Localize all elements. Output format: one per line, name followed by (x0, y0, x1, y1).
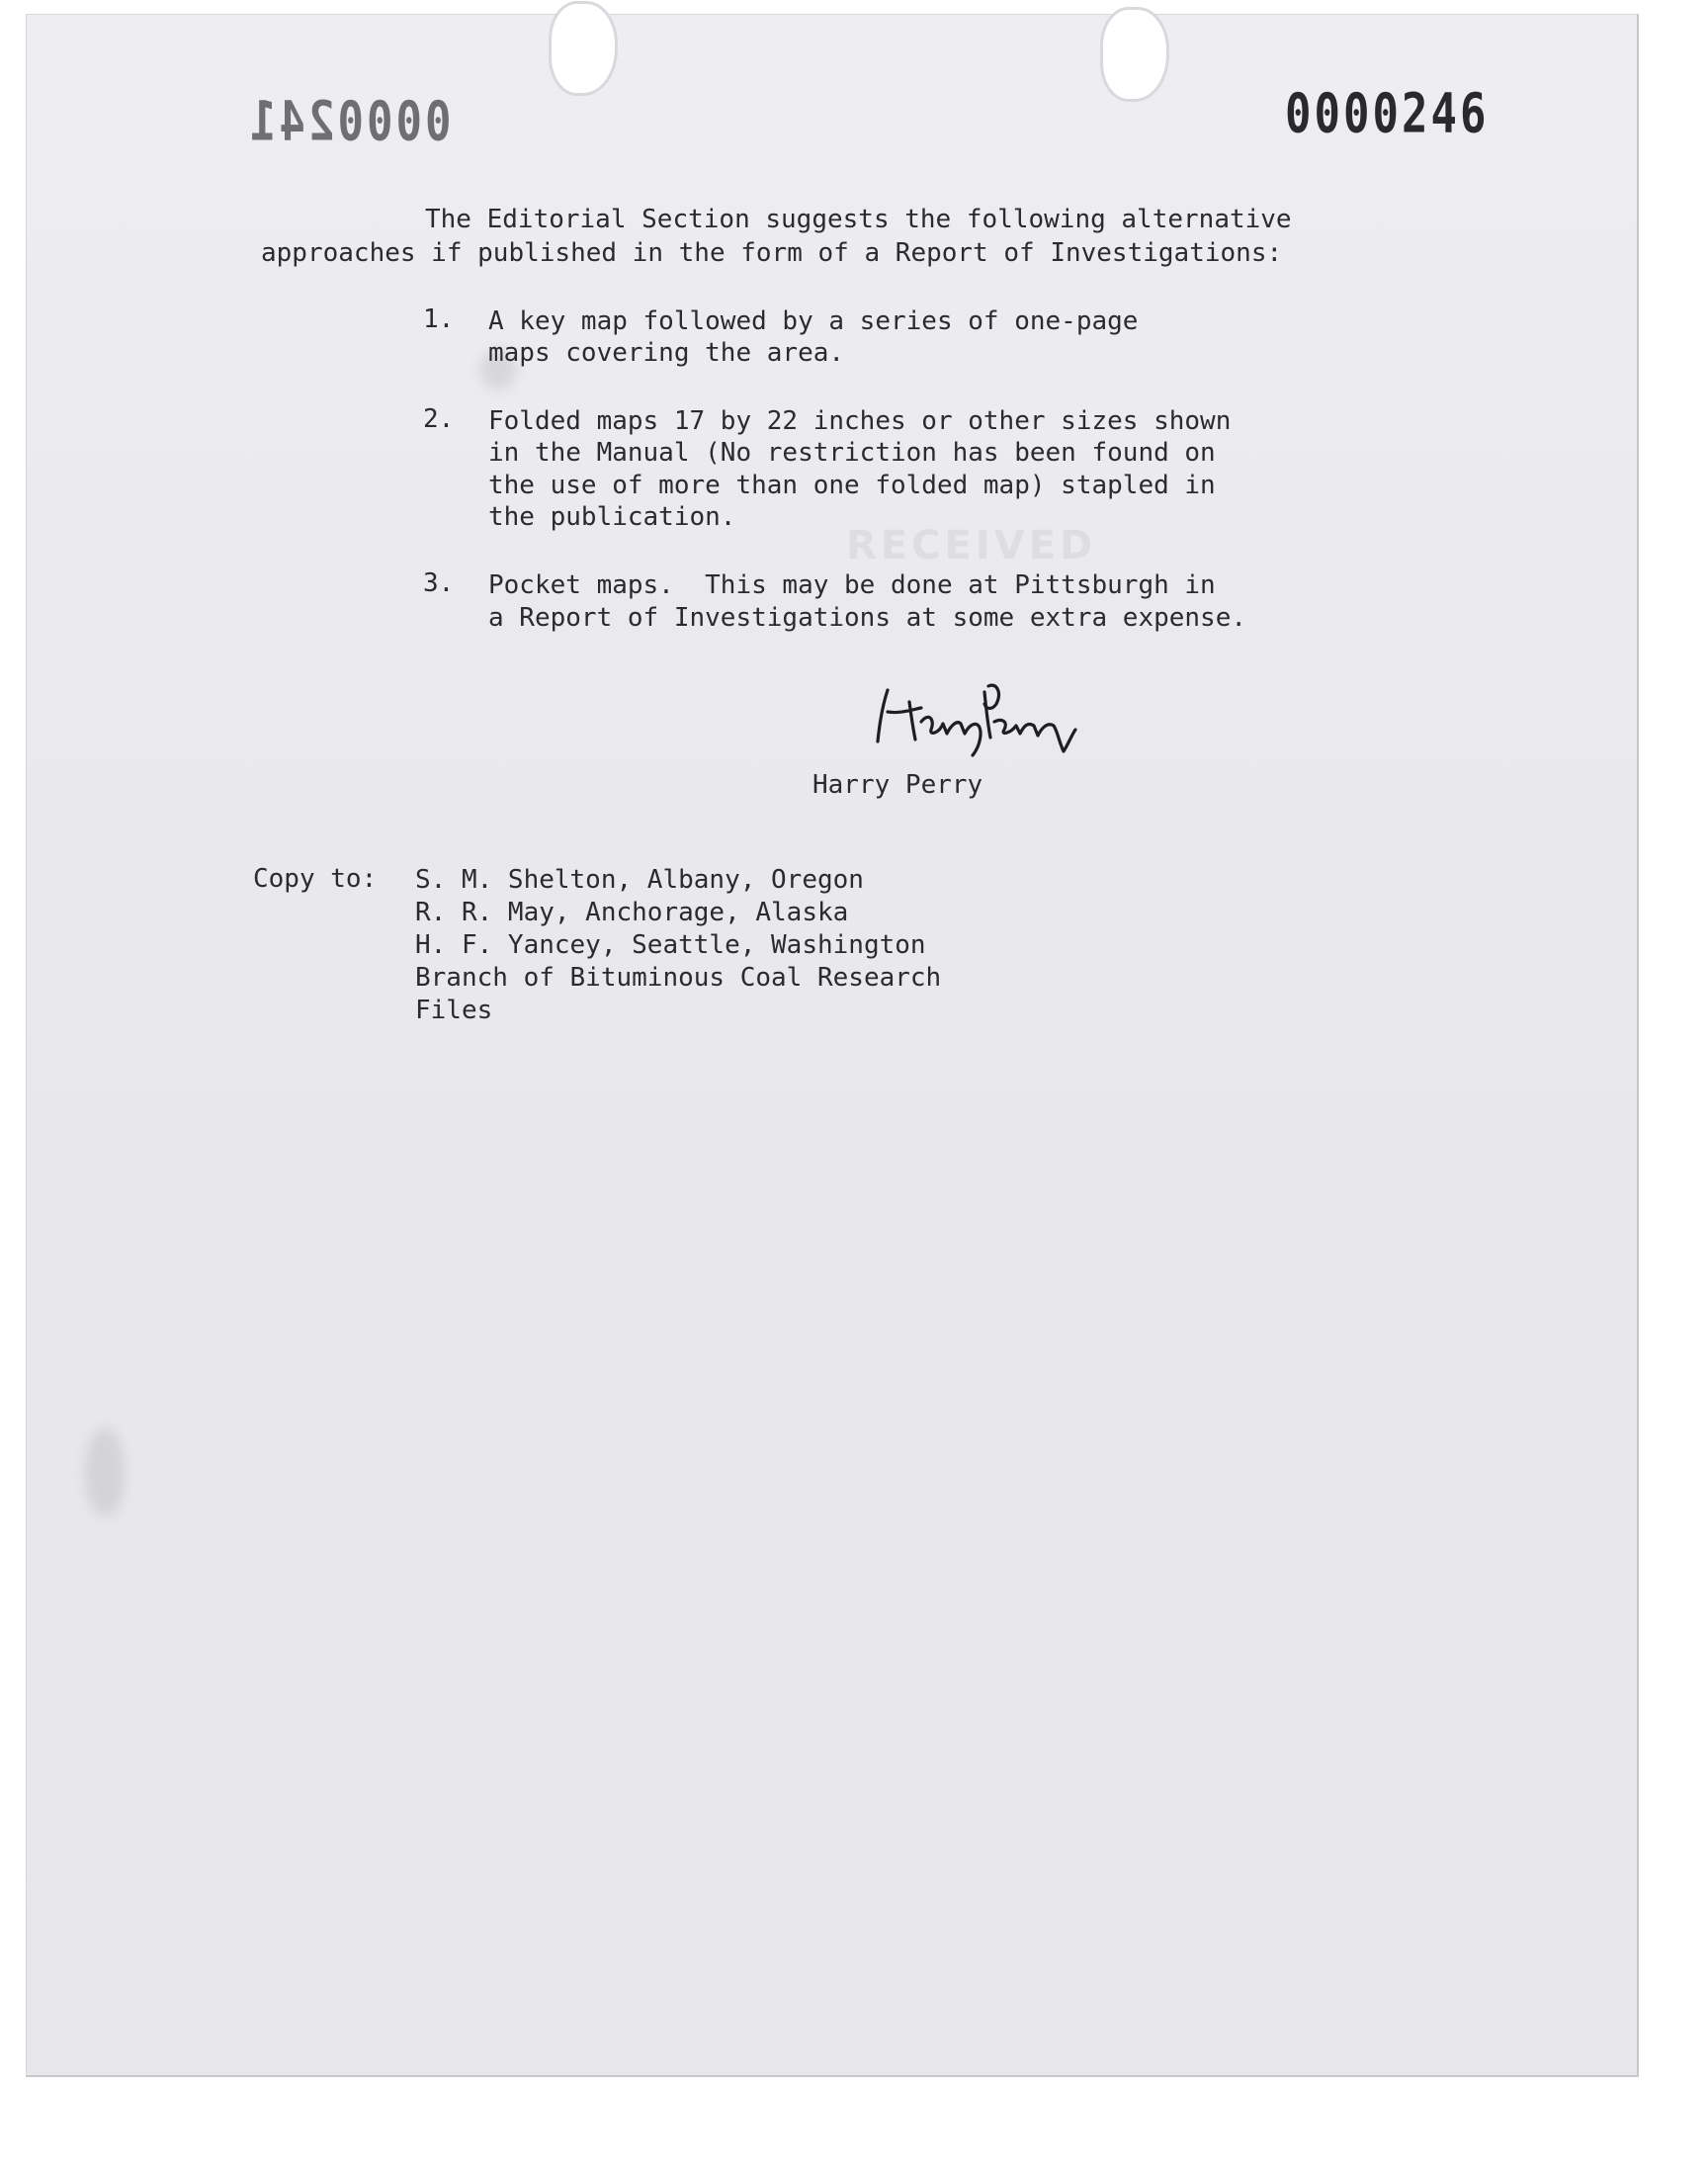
list-item-line: Folded maps 17 by 22 inches or other sizes shown (488, 406, 1232, 436)
copy-to-label: Copy to: (253, 864, 378, 894)
list-item-number: 1. (423, 304, 455, 334)
list-item-line: the publication. (488, 502, 736, 532)
list-item-line: A key map followed by a series of one-page (488, 306, 1139, 336)
copy-recipient: Files (415, 996, 493, 1025)
page-number: 0000246 (1285, 82, 1490, 146)
smudge-mark (85, 1428, 125, 1517)
copy-recipient: H. F. Yancey, Seattle, Washington (415, 930, 926, 960)
copy-recipient: Branch of Bituminous Coal Research (415, 963, 942, 993)
mirrored-page-number: 0000241 (247, 90, 452, 154)
intro-line-1: The Editorial Section suggests the following alternative (425, 205, 1292, 234)
intro-line-2: approaches if published in the form of a Report of Investigations: (261, 238, 1283, 268)
copy-recipient: R. R. May, Anchorage, Alaska (415, 898, 849, 927)
list-item-line: in the Manual (No restriction has been found on (488, 438, 1216, 468)
handwritten-signature (870, 672, 1097, 761)
list-item-line: a Report of Investigations at some extra expense. (488, 603, 1247, 633)
list-item-number: 2. (423, 404, 455, 434)
list-item-number: 3. (423, 568, 455, 598)
punch-hole-right (1103, 10, 1166, 99)
list-item-line: Pocket maps. This may be done at Pittsburgh in (488, 570, 1216, 600)
copy-recipient: S. M. Shelton, Albany, Oregon (415, 865, 864, 895)
signer-name: Harry Perry (812, 770, 983, 800)
list-item-line: maps covering the area. (488, 338, 845, 368)
bleed-through-stamp: RECEIVED (846, 523, 1097, 568)
punch-hole-left (552, 4, 615, 93)
list-item-line: the use of more than one folded map) stapled in (488, 471, 1216, 500)
